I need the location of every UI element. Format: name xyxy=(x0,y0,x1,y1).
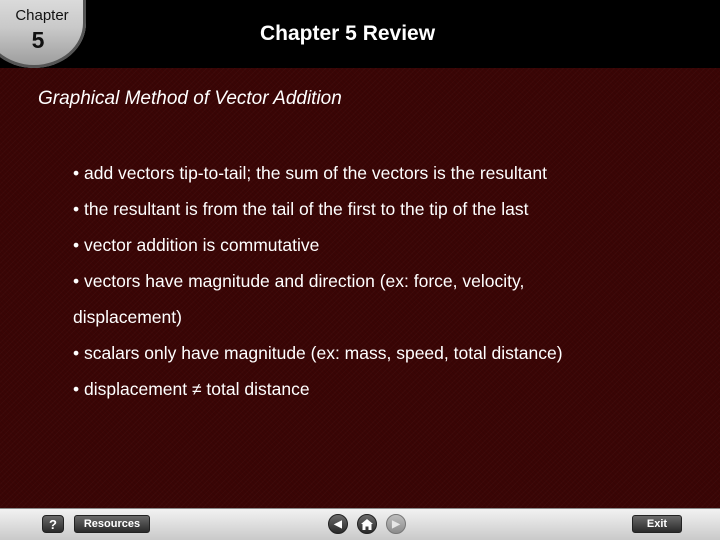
bullet-item: • scalars only have magnitude (ex: mass, speed, total distance) xyxy=(73,343,563,363)
exit-button[interactable]: Exit xyxy=(632,515,682,533)
bullet-item: • displacement ≠ total distance xyxy=(73,379,310,399)
bullet-list xyxy=(73,155,673,407)
bullet-item: • vector addition is commutative xyxy=(73,235,320,255)
navigation-footer xyxy=(0,508,720,540)
section-subtitle: Graphical Method of Vector Addition xyxy=(38,88,342,109)
resources-button[interactable]: Resources xyxy=(74,515,150,533)
bullet-item: • vectors have magnitude and direction (ex: force, velocity, xyxy=(73,271,525,291)
previous-slide-button[interactable] xyxy=(328,514,348,534)
right-arrow-icon: ▶ xyxy=(392,518,400,530)
slide-title: Chapter 5 Review xyxy=(260,22,436,45)
next-slide-button[interactable] xyxy=(386,514,406,534)
left-arrow-icon: ◀ xyxy=(334,518,342,530)
help-button[interactable]: ? xyxy=(42,515,64,533)
bullet-item: • the resultant is from the tail of the first to the tip of the last xyxy=(73,199,529,219)
home-icon xyxy=(361,519,373,530)
bullet-item: • add vectors tip-to-tail; the sum of the vectors is the resultant xyxy=(73,163,547,183)
chapter-number: 5 xyxy=(31,27,45,53)
bullet-item-continuation: displacement) xyxy=(73,307,182,327)
header-bar xyxy=(0,0,720,68)
chapter-label: Chapter xyxy=(15,7,69,24)
home-button[interactable] xyxy=(357,514,377,534)
